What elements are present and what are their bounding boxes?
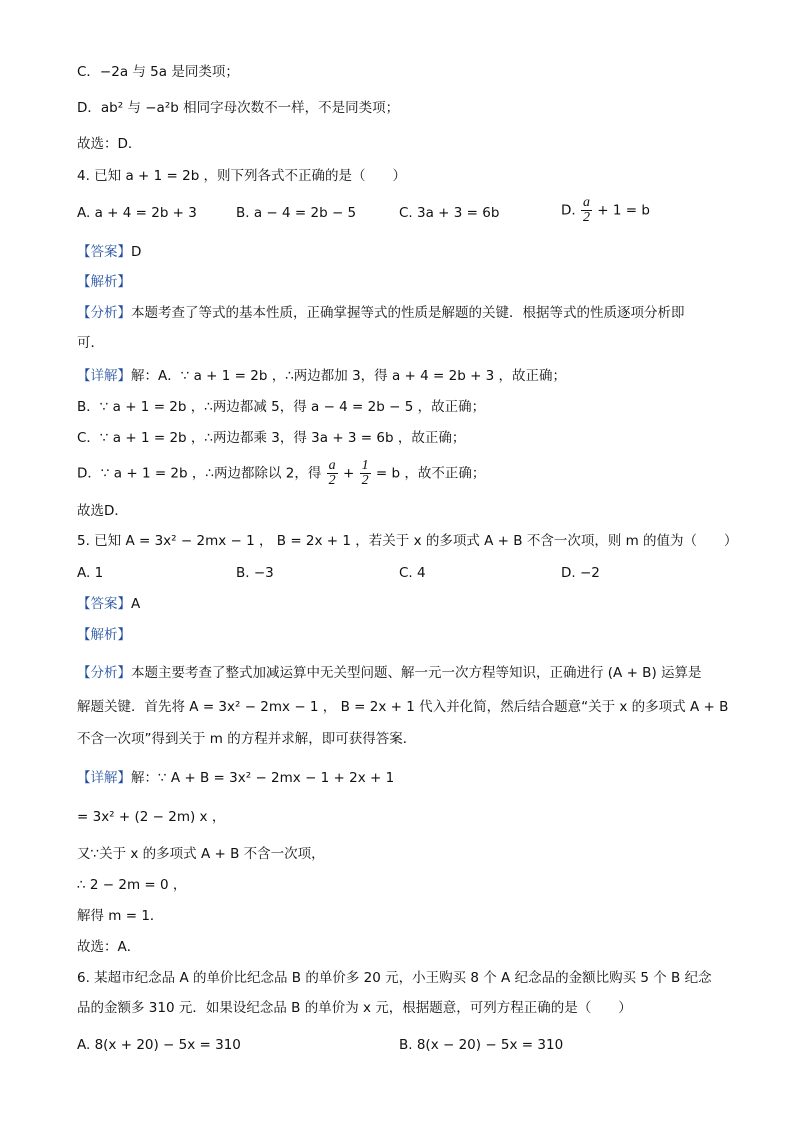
detail-line: D．∵ a + 1 = 2b ，∴两边都除以 2，得 $\frac{a}{2}$ + $\frac{1}{2}$ = b ，故不正确； [77, 458, 486, 488]
option-b: B. −3 [236, 565, 274, 581]
option-b: B. 8(x − 20) − 5x = 310 [399, 1037, 564, 1053]
analysis-text: 可． [77, 335, 104, 351]
fraction: $\frac{1}{2}$ [361, 458, 369, 488]
text-line: C．−2a 与 5a 是同类项； [77, 64, 239, 80]
option-c: C. 3a + 3 = 6b [399, 205, 500, 221]
option-d: D. $\frac{a}{2}$ + 1 = b [561, 195, 650, 225]
option-a: A. a + 4 = 2b + 3 [77, 205, 197, 221]
detail-line: ∴ 2 − 2m = 0 ， [77, 877, 187, 893]
detail-line: 解得 m = 1． [77, 908, 164, 924]
question-6: 品的金额多 310 元．如果设纪念品 B 的单价为 x 元，根据题意，可列方程正确的是（ ） [77, 1000, 632, 1016]
detail-line: 故选：A． [77, 939, 141, 955]
question-4: 4. 已知 a + 1 = 2b ，则下列各式不正确的是（ ） [77, 168, 407, 184]
detail-line: B．∵ a + 1 = 2b ，∴两边都减 5，得 a − 4 = 2b − 5 ，故正确； [77, 399, 486, 415]
option-d: D. −2 [561, 565, 600, 581]
analysis-heading: 【解析】 [77, 627, 131, 643]
answer-line: 【答案】D [77, 244, 142, 260]
detail-line: 又∵关于 x 的多项式 A + B 不含一次项， [77, 846, 325, 862]
analysis-text: 【分析】本题考查了等式的基本性质，正确掌握等式的性质是解题的关键．根据等式的性质逐项分析即 [77, 305, 685, 321]
question-5: 5. 已知 A = 3x² − 2mx − 1 ， B = 2x + 1 ，若关于 x 的多项式 A + B 不含一次项，则 m 的值为（ ） [77, 533, 738, 549]
answer-line: 【答案】A [77, 596, 141, 612]
text-line: D．ab² 与 −a²b 相同字母次数不一样，不是同类项； [77, 100, 400, 116]
analysis-text: 【分析】本题主要考查了整式加减运算中无关型问题、解一元一次方程等知识，正确进行 (A + B) 运算是 [77, 665, 702, 681]
detail-line: C．∵ a + 1 = 2b ，∴两边都乘 3，得 3a + 3 = 6b ，故正确； [77, 430, 466, 446]
question-6: 6. 某超市纪念品 A 的单价比纪念品 B 的单价多 20 元，小王购买 8 个 A 纪念品的金额比购买 5 个 B 纪念 [77, 970, 712, 986]
option-a: A. 8(x + 20) − 5x = 310 [77, 1037, 241, 1053]
fraction: $\frac{a}{2}$ [582, 195, 590, 225]
detail-line: 故选D． [77, 503, 128, 519]
option-a: A. 1 [77, 565, 104, 581]
option-c: C. 4 [399, 565, 426, 581]
detail-line: 【详解】解：A．∵ a + 1 = 2b ，∴两边都加 3，得 a + 4 = 2b + 3 ，故正确； [77, 368, 567, 384]
detail-line: 【详解】解：∵ A + B = 3x² − 2mx − 1 + 2x + 1 [77, 770, 395, 786]
analysis-text: 不含一次项”得到关于 m 的方程并求解，即可获得答案． [77, 731, 417, 747]
text-line: 故选：D． [77, 136, 142, 152]
detail-line: = 3x² + (2 − 2m) x ， [77, 809, 226, 825]
option-b: B. a − 4 = 2b − 5 [236, 205, 357, 221]
analysis-text: 解题关键．首先将 A = 3x² − 2mx − 1 ， B = 2x + 1 代入并化简，然后结合题意“关于 x 的多项式 A + B [77, 699, 729, 715]
analysis-heading: 【解析】 [77, 274, 131, 290]
fraction: $\frac{a}{2}$ [328, 458, 336, 488]
